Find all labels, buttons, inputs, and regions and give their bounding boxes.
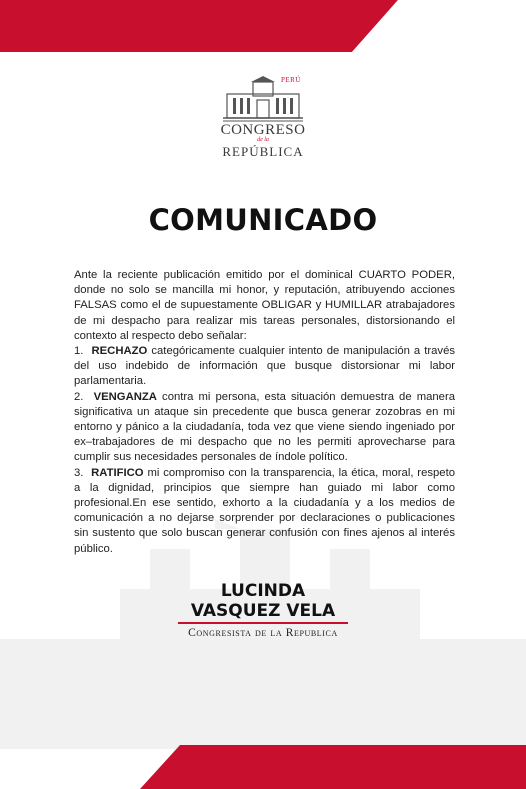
point-number: 3. — [74, 466, 84, 479]
point-keyword: RECHAZO — [91, 345, 148, 358]
point-keyword: RATIFICO — [91, 466, 144, 479]
document-title: COMUNICADO — [148, 203, 378, 237]
point-text: mi compromiso con la transparencia, la ética, moral, respeto a la dignidad, principios que siempre han guiado mi labor como profesional.En ese sentido, exhorto a la ciudadanía y a los medios de comunicación a no dejarse sorprender por declaraciones o publicaciones sin sustento que solo buscan generar confusión con fines ajenos al interés público. — [74, 466, 455, 555]
logo-country: PERÚ — [281, 76, 301, 84]
signature-last-name: VASQUEZ VELA — [190, 601, 336, 621]
logo-line-congreso: CONGRESO — [220, 122, 306, 138]
signature-divider — [178, 622, 348, 624]
point-3 — [74, 466, 455, 557]
top-red-band — [0, 0, 526, 60]
statement-body — [74, 268, 455, 557]
congreso-logo — [203, 76, 323, 160]
signature-role: Congresista de la Republica — [188, 626, 338, 639]
intro-paragraph: Ante la reciente publicación emitido por el dominical CUARTO PODER, donde no solo se mancilla mi honor, y reputación, atribuyendo acciones FALSAS como el de supuestamente OBLIGAR y HUMILLAR atrabajadores de mi despacho para realizar mis tareas personales, distorsionando el contexto al respecto debo señalar: — [74, 269, 455, 342]
signature-block — [0, 582, 526, 639]
point-keyword: VENGANZA — [93, 390, 157, 403]
point-number: 1. — [74, 345, 84, 358]
signature-first-name: LUCINDA — [220, 581, 306, 601]
logo-line-dela: de la — [257, 137, 269, 143]
point-2 — [74, 390, 455, 466]
point-text: categóricamente cualquier intento de manipulación a través del uso indebido de información que busque distorsionar mi labor parlamentaria. — [74, 345, 455, 388]
point-1 — [74, 344, 455, 390]
point-number: 2. — [74, 390, 84, 403]
point-text: contra mi persona, esta situación demuestra de manera significativa un ataque sin precedente que busca generar zozobras en mi entorno y pánico a la ciudadanía, toda vez que viene siendo ingeniado por ex–trabajadores de mi despacho que no les permiti aprovecharse para cumplir sus necesidades personales de índole político. — [74, 390, 456, 464]
logo-line-republica: REPÚBLICA — [222, 144, 304, 159]
bottom-red-band — [0, 729, 526, 789]
